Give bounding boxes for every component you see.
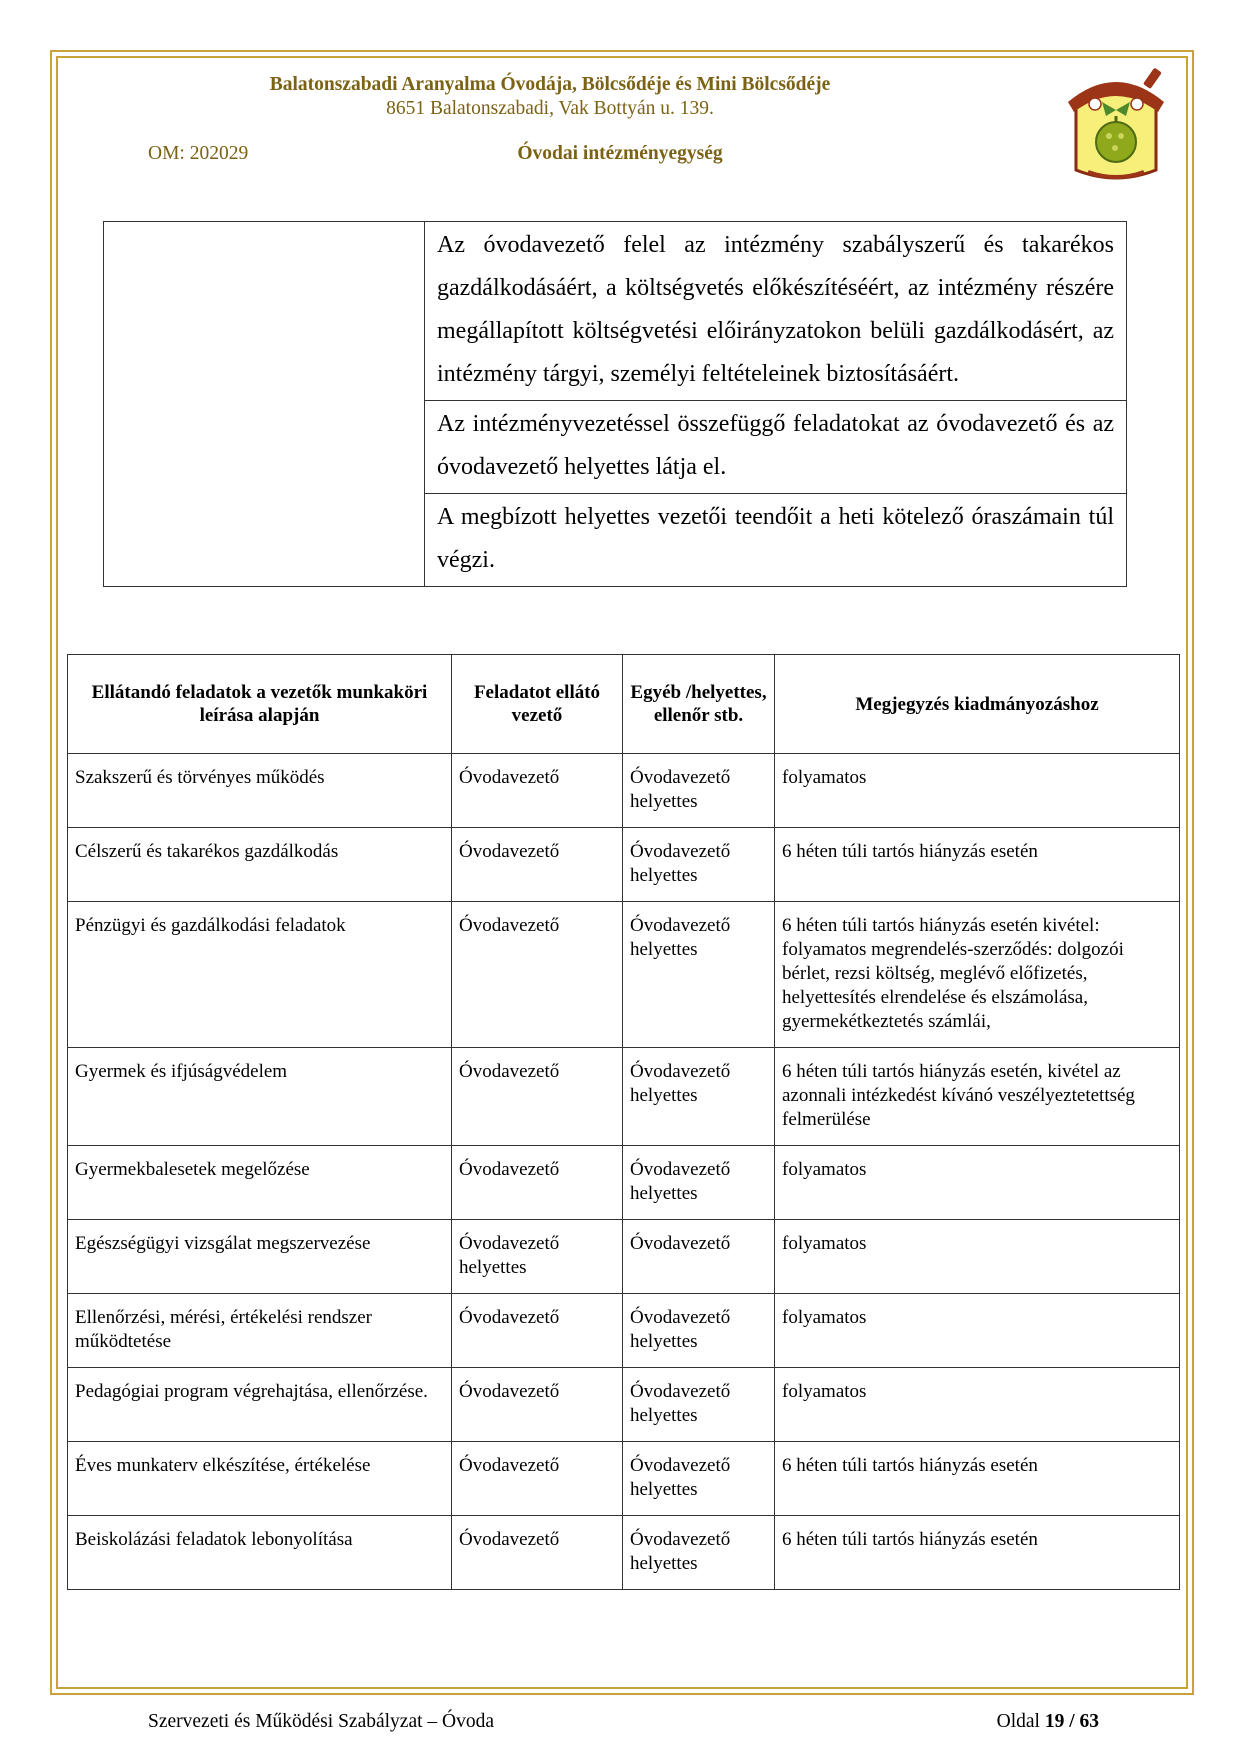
- note-cell: folyamatos: [775, 754, 1180, 828]
- note-cell: folyamatos: [775, 1294, 1180, 1368]
- other-cell: Óvodavezető helyettes: [623, 1294, 775, 1368]
- table-row: [68, 1220, 1180, 1294]
- note-cell: 6 héten túli tartós hiányzás esetén: [775, 828, 1180, 902]
- responsibility-text: A megbízott helyettes vezetői teendőit a heti kötelező óraszámain túl végzi.: [425, 494, 1127, 587]
- leader-cell: Óvodavezető: [452, 902, 623, 1048]
- note-cell: 6 héten túli tartós hiányzás esetén: [775, 1516, 1180, 1590]
- leader-cell: Óvodavezető helyettes: [452, 1220, 623, 1294]
- unit-name: Óvodai intézményegység: [517, 143, 723, 164]
- footer-page-number: [997, 1711, 1099, 1733]
- note-cell: 6 héten túli tartós hiányzás esetén: [775, 1442, 1180, 1516]
- leader-cell: Óvodavezető: [452, 1146, 623, 1220]
- column-header-other: Egyéb /helyettes, ellenőr stb.: [623, 655, 775, 754]
- leader-cell: Óvodavezető: [452, 1516, 623, 1590]
- table-row: [68, 1368, 1180, 1442]
- task-cell: Szakszerű és törvényes működés: [68, 754, 452, 828]
- other-cell: Óvodavezető: [623, 1220, 775, 1294]
- note-cell: 6 héten túli tartós hiányzás esetén kivétel: folyamatos megrendelés-szerződés: dolgozói bérlet, rezsi költség, meglévő előfizetés, helyettesítés elrendelése és elszámolása, gyermekétkeztetés számlái,: [775, 902, 1180, 1048]
- table-row: [68, 1442, 1180, 1516]
- responsibility-table: [103, 221, 1127, 587]
- other-cell: Óvodavezető helyettes: [623, 828, 775, 902]
- task-cell: Gyermekbalesetek megelőzése: [68, 1146, 452, 1220]
- institution-address: 8651 Balatonszabadi, Vak Bottyán u. 139.: [386, 98, 714, 119]
- empty-cell: [104, 222, 425, 587]
- other-cell: Óvodavezető helyettes: [623, 754, 775, 828]
- leader-cell: Óvodavezető: [452, 1294, 623, 1368]
- other-cell: Óvodavezető helyettes: [623, 1048, 775, 1146]
- table-row: [68, 1146, 1180, 1220]
- task-cell: Egészségügyi vizsgálat megszervezése: [68, 1220, 452, 1294]
- leader-cell: Óvodavezető: [452, 1442, 623, 1516]
- institution-name: Balatonszabadi Aranyalma Óvodája, Bölcsődéje és Mini Bölcsődéje: [269, 74, 831, 95]
- om-identifier: OM: 202029: [148, 143, 249, 164]
- leader-cell: Óvodavezető: [452, 1048, 623, 1146]
- table-row: [104, 222, 1127, 401]
- table-row: [68, 828, 1180, 902]
- task-cell: Ellenőrzési, mérési, értékelési rendszer működtetése: [68, 1294, 452, 1368]
- leader-cell: Óvodavezető: [452, 1368, 623, 1442]
- institution-logo: [1062, 66, 1170, 184]
- table-row: [68, 1516, 1180, 1590]
- leader-cell: Óvodavezető: [452, 754, 623, 828]
- note-cell: folyamatos: [775, 1146, 1180, 1220]
- task-assignment-table: [67, 654, 1180, 1590]
- other-cell: Óvodavezető helyettes: [623, 1368, 775, 1442]
- task-cell: Gyermek és ifjúságvédelem: [68, 1048, 452, 1146]
- leader-cell: Óvodavezető: [452, 828, 623, 902]
- footer-document-title: Szervezeti és Működési Szabályzat – Óvoda: [148, 1711, 495, 1732]
- column-header-task: Ellátandó feladatok a vezetők munkaköri leírása alapján: [68, 655, 452, 754]
- table-header-row: [68, 655, 1180, 754]
- other-cell: Óvodavezető helyettes: [623, 1516, 775, 1590]
- responsibility-text: Az óvodavezető felel az intézmény szabályszerű és takarékos gazdálkodásáért, a költségvetés előkészítéséért, az intézmény részére megállapított költségvetési előirányzatokon belüli gazdálkodásért, az intézmény tárgyi, személyi feltételeinek biztosításáért.: [425, 222, 1127, 401]
- responsibility-text: Az intézményvezetéssel összefüggő feladatokat az óvodavezető és az óvodavezető helyettes látja el.: [425, 401, 1127, 494]
- table-row: [68, 1294, 1180, 1368]
- column-header-leader: Feladatot ellátó vezető: [452, 655, 623, 754]
- task-cell: Beiskolázási feladatok lebonyolítása: [68, 1516, 452, 1590]
- task-cell: Pénzügyi és gazdálkodási feladatok: [68, 902, 452, 1048]
- note-cell: folyamatos: [775, 1368, 1180, 1442]
- column-header-note: Megjegyzés kiadmányozáshoz: [775, 655, 1180, 754]
- page-label: Oldal: [996, 1711, 1040, 1732]
- page-total: 63: [1079, 1711, 1099, 1732]
- other-cell: Óvodavezető helyettes: [623, 1146, 775, 1220]
- page-separator: /: [1064, 1711, 1080, 1732]
- task-cell: Pedagógiai program végrehajtása, ellenőrzése.: [68, 1368, 452, 1442]
- table-row: [68, 902, 1180, 1048]
- page-current: 19: [1044, 1711, 1065, 1732]
- table-row: [68, 754, 1180, 828]
- note-cell: folyamatos: [775, 1220, 1180, 1294]
- task-cell: Célszerű és takarékos gazdálkodás: [68, 828, 452, 902]
- other-cell: Óvodavezető helyettes: [623, 1442, 775, 1516]
- task-cell: Éves munkaterv elkészítése, értékelése: [68, 1442, 452, 1516]
- table-row: [68, 1048, 1180, 1146]
- other-cell: Óvodavezető helyettes: [623, 902, 775, 1048]
- note-cell: 6 héten túli tartós hiányzás esetén, kivétel az azonnali intézkedést kívánó veszélyeztetettség felmerülése: [775, 1048, 1180, 1146]
